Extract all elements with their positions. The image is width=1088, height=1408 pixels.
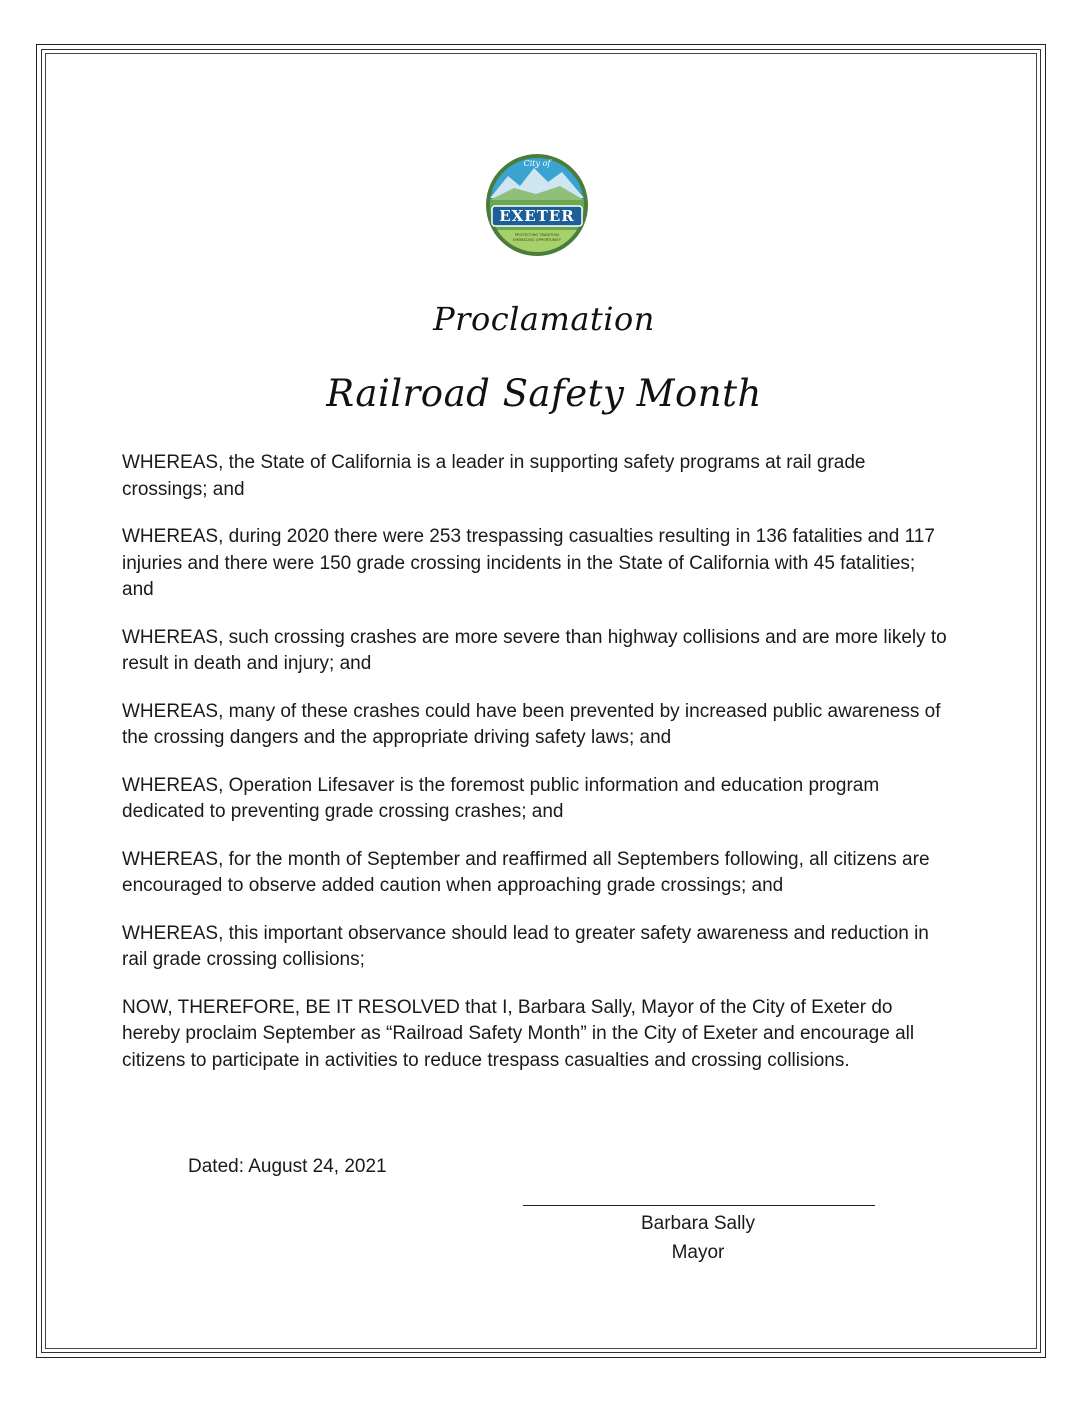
svg-text:EMBRACING OPPORTUNITY: EMBRACING OPPORTUNITY [513, 238, 561, 242]
city-seal-logo [484, 152, 590, 258]
whereas-paragraph: WHEREAS, for the month of September and reaffirmed all Septembers following, all citizens are encouraged to observe added caution when approaching grade crossings; and [122, 848, 930, 896]
whereas-paragraph: WHEREAS, Operation Lifesaver is the foremost public information and education program dedicated to preventing grade crossing crashes; and [122, 774, 880, 822]
proclamation-subtitle: Railroad Safety Month [326, 372, 762, 415]
proclamation-title: Proclamation [433, 300, 655, 338]
resolution-paragraph: NOW, THEREFORE, BE IT RESOLVED that I, Barbara Sally, Mayor of the City of Exeter do hereby proclaim September as “Railroad Safety Month” in the City of Exeter and encourage all citizens to participate in activities to reduce trespass casualties and crossing collisions. [122, 996, 915, 1071]
proclamation-body [122, 450, 952, 1095]
whereas-paragraph: WHEREAS, many of these crashes could have been prevented by increased public awareness of the crossing dangers and the appropriate driving safety laws; and [122, 700, 941, 748]
svg-text:PROTECTING TRADITION: PROTECTING TRADITION [515, 233, 559, 237]
svg-text:City of: City of [523, 159, 551, 168]
dated-line: Dated: August 24, 2021 [188, 1156, 387, 1177]
whereas-paragraph: WHEREAS, during 2020 there were 253 trespassing casualties resulting in 136 fatalities and 117 injuries and there were 150 grade crossing incidents in the State of California with 45 fatalities; and [122, 526, 935, 600]
whereas-paragraph: WHEREAS, such crossing crashes are more severe than highway collisions and are more likely to result in death and injury; and [122, 626, 947, 674]
signer-name: Barbara Sally [640, 1213, 756, 1234]
signature-line [523, 1205, 875, 1206]
signer-title: Mayor [671, 1242, 725, 1263]
seal-banner-text: EXETER [499, 207, 575, 225]
whereas-paragraph: WHEREAS, the State of California is a leader in supporting safety programs at rail grade crossings; and [122, 452, 866, 500]
whereas-paragraph: WHEREAS, this important observance should lead to greater safety awareness and reduction in rail grade crossing collisions; [122, 922, 929, 970]
